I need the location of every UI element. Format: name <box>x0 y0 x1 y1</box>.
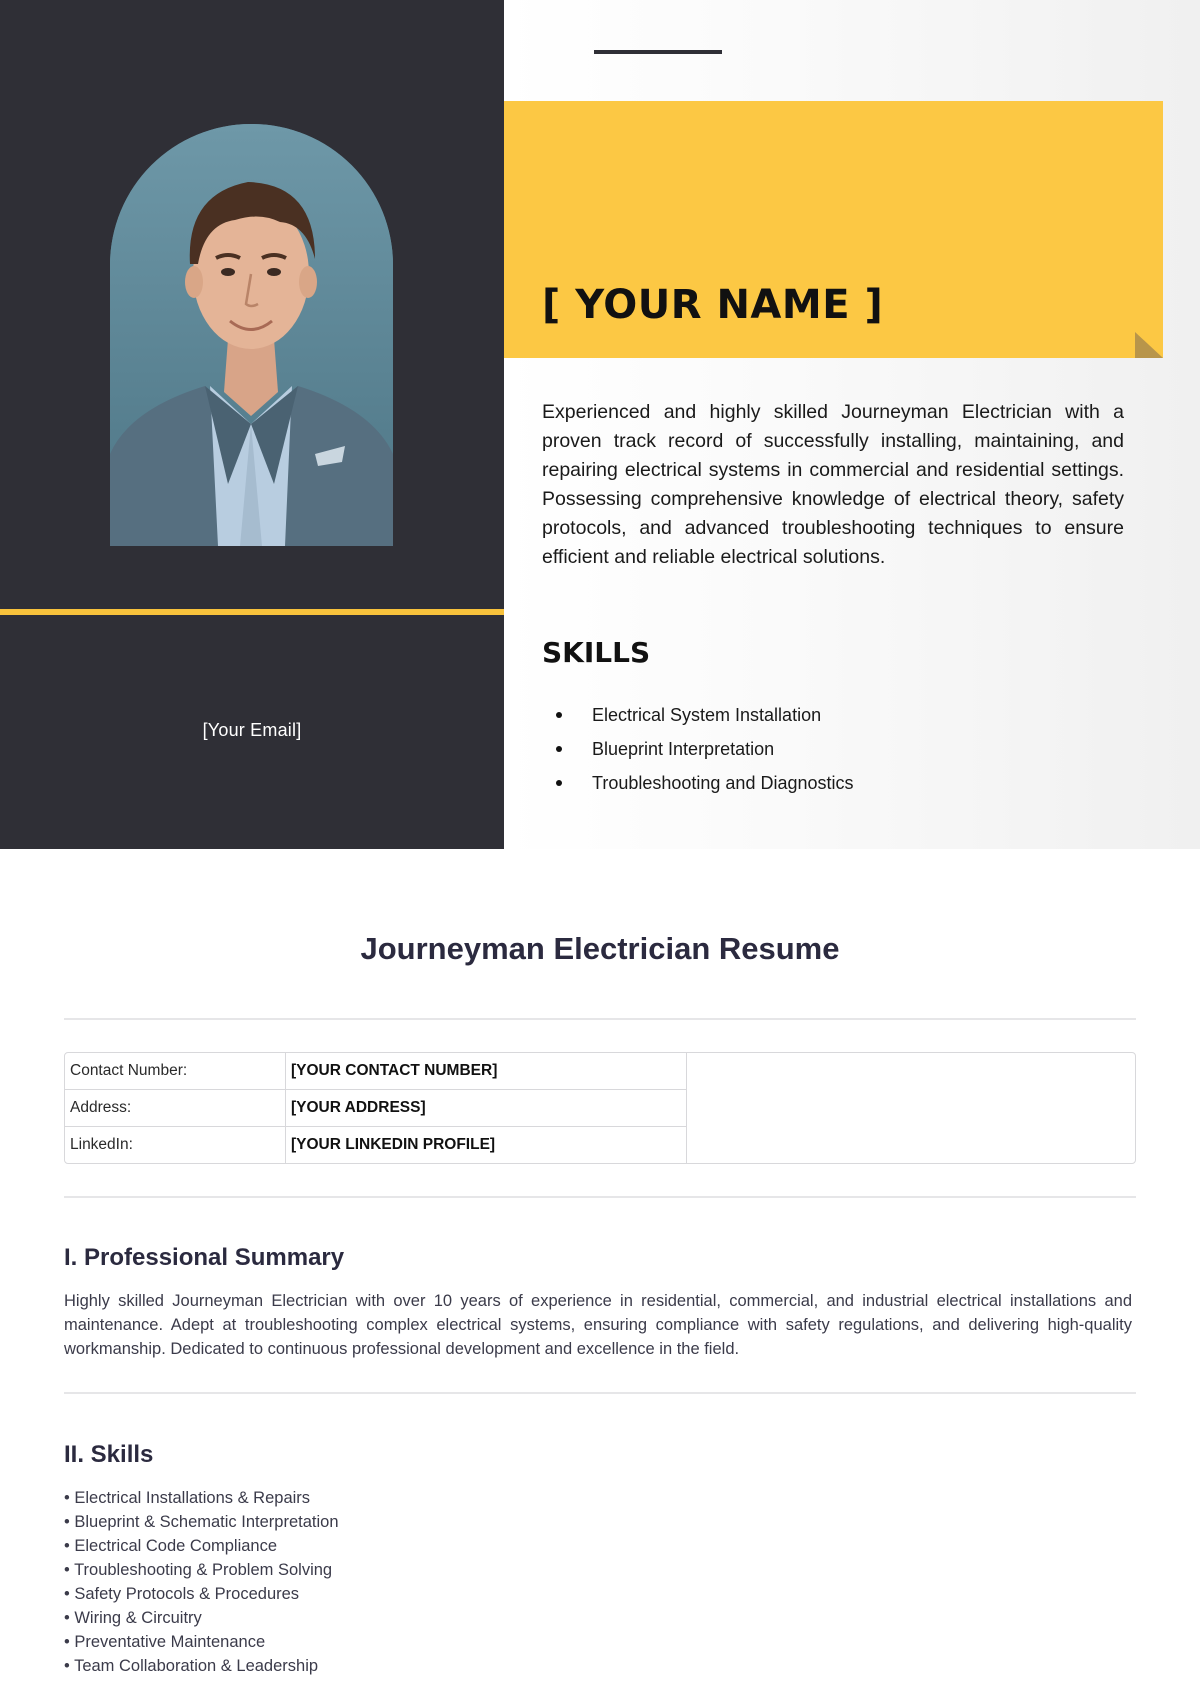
contact-label: Contact Number: <box>65 1053 286 1090</box>
skills-heading: SKILLS <box>542 636 651 669</box>
summary-heading: I. Professional Summary <box>64 1244 345 1271</box>
divider <box>64 1018 1136 1020</box>
candidate-name: [ YOUR NAME ] <box>542 282 884 328</box>
skills-list <box>64 1486 339 1678</box>
list-item: Electrical System Installation <box>542 701 854 735</box>
summary-paragraph: Highly skilled Journeyman Electrician with over 10 years of experience in residential, commercial, and industrial electrical installations and maintenance. Adept at troubleshooting complex electrical systems, ensuring compliance with safety regulations, and delivering high-quality workmanship. Dedicated to continuous professional development and excellence in the field. <box>64 1292 1132 1358</box>
list-item: • Electrical Installations & Repairs <box>64 1489 311 1507</box>
contact-table <box>64 1052 1136 1164</box>
contact-label: LinkedIn: <box>65 1127 286 1164</box>
email-text: [Your Email] <box>202 720 302 740</box>
list-item: • Blueprint & Schematic Interpretation <box>64 1513 339 1531</box>
divider <box>64 1392 1136 1394</box>
document-title: Journeyman Electrician Resume <box>360 931 840 966</box>
list-item: • Electrical Code Compliance <box>64 1537 278 1555</box>
list-item: • Troubleshooting & Problem Solving <box>64 1561 333 1579</box>
list-item: Troubleshooting and Diagnostics <box>542 769 854 803</box>
accent-line <box>594 50 722 54</box>
skills-section-heading: II. Skills <box>64 1441 154 1468</box>
profile-photo <box>110 124 393 546</box>
contact-value: [YOUR ADDRESS] <box>286 1090 687 1127</box>
list-item: • Wiring & Circuitry <box>64 1609 202 1627</box>
person-portrait-icon <box>110 124 393 546</box>
yellow-divider <box>0 609 504 615</box>
list-item: • Team Collaboration & Leadership <box>64 1657 319 1675</box>
about-paragraph: Experienced and highly skilled Journeyman Electrician with a proven track record of successfully installing, maintaining, and repairing electrical systems in commercial and residential settings. Possessing comprehensive knowledge of electrical theory, safety protocols, and advanced troubleshooting techniques to ensure efficient and reliable electrical solutions. <box>542 401 1124 568</box>
banner-skills-list <box>542 701 854 803</box>
contact-value: [YOUR CONTACT NUMBER] <box>286 1053 687 1090</box>
resume-banner <box>0 0 1200 849</box>
list-item: Blueprint Interpretation <box>542 735 854 769</box>
table-row <box>65 1127 687 1164</box>
divider <box>64 1196 1136 1198</box>
contact-value: [YOUR LINKEDIN PROFILE] <box>286 1127 687 1164</box>
left-panel <box>0 0 504 849</box>
table-row <box>65 1090 687 1127</box>
table-row <box>65 1053 687 1090</box>
list-item: • Safety Protocols & Procedures <box>64 1585 300 1603</box>
contact-label: Address: <box>65 1090 286 1127</box>
list-item: • Preventative Maintenance <box>64 1633 266 1651</box>
page-fold-icon <box>1135 332 1163 358</box>
